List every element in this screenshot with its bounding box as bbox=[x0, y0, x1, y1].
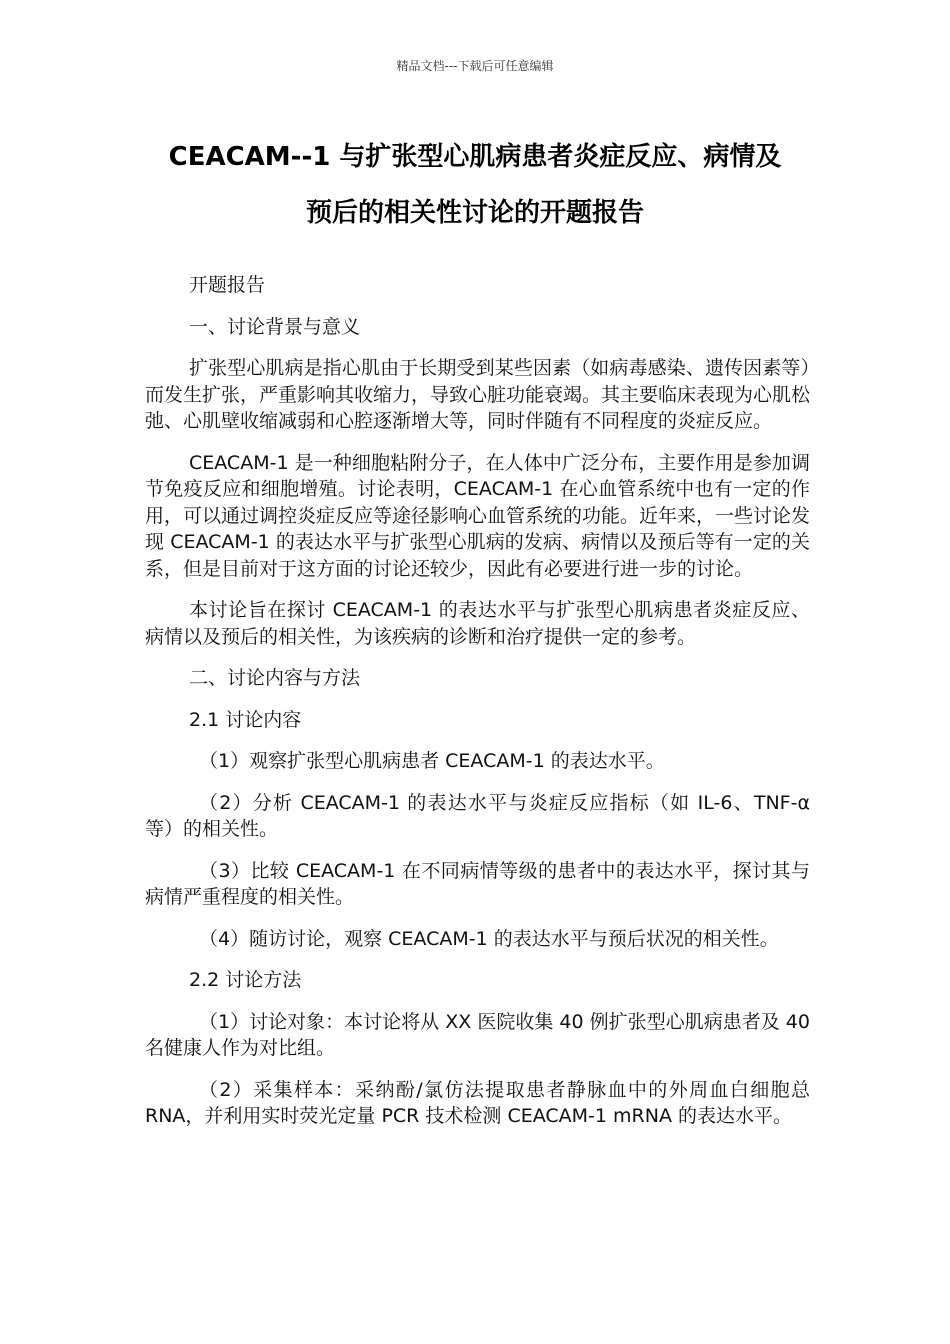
content-item-1: （1）观察扩张型心肌病患者 CEACAM-1 的表达水平。 bbox=[199, 750, 665, 772]
paragraph-background-2: CEACAM-1 是一种细胞粘附分子，在人体中广泛分布，主要作用是参加调节免疫反应和细胞增殖。讨论表明，CEACAM-1 在心血管系统中也有一定的作用，可以通过调控炎症反应等途径影响心血管系统的功能。近年来，一些讨论发现 CEACAM-1 的表达水平与扩张型心肌病的发病、病情以及预后等有一定的关系，但是目前对于这方面的讨论还较少，因此有必要进行进一步的讨论。 bbox=[145, 451, 811, 580]
subsection-heading-methods: 2.2 讨论方法 bbox=[189, 969, 302, 991]
section-heading-content-methods: 二、讨论内容与方法 bbox=[189, 667, 361, 689]
method-item-2: （2）采集样本：采纳酚/氯仿法提取患者静脉血中的外周血白细胞总 RNA，并利用实时荧光定量 PCR 技术检测 CEACAM-1 mRNA 的表达水平。 bbox=[145, 1078, 810, 1127]
subsection-heading-content: 2.1 讨论内容 bbox=[189, 708, 302, 731]
paragraph-report-label: 开题报告 bbox=[189, 274, 266, 296]
document-title-line-1: CEACAM--1 与扩张型心肌病患者炎症反应、病情及 bbox=[168, 142, 782, 172]
paragraph-background-3: 本讨论旨在探讨 CEACAM-1 的表达水平与扩张型心肌病患者炎症反应、病情以及预后的相关性，为该疾病的诊断和治疗提供一定的参考。 bbox=[145, 599, 810, 648]
content-item-4: （4）随访讨论，观察 CEACAM-1 的表达水平与预后状况的相关性。 bbox=[199, 927, 779, 950]
method-item-1: （1）讨论对象：本讨论将从 XX 医院收集 40 例扩张型心肌病患者及 40 名健康人作为对比组。 bbox=[145, 1010, 810, 1059]
content-item-2: （2）分析 CEACAM-1 的表达水平与炎症反应指标（如 IL-6、TNF-α 等）的相关性。 bbox=[145, 791, 810, 840]
content-item-3: （3）比较 CEACAM-1 在不同病情等级的患者中的表达水平，探讨其与病情严重程度的相关性。 bbox=[145, 859, 810, 908]
paragraph-background-1: 扩张型心肌病是指心肌由于长期受到某些因素（如病毒感染、遗传因素等）而发生扩张，严重影响其收缩力，导致心脏功能衰竭。其主要临床表现为心肌松弛、心肌壁收缩减弱和心腔逐渐增大等，同时伴随有不同程度的炎症反应。 bbox=[145, 357, 811, 432]
document-body bbox=[145, 272, 810, 1145]
document-title-line-2: 预后的相关性讨论的开题报告 bbox=[305, 198, 644, 228]
section-heading-background: 一、讨论背景与意义 bbox=[189, 315, 361, 338]
header-note: 精品文档---下载后可任意编辑 bbox=[396, 59, 554, 73]
